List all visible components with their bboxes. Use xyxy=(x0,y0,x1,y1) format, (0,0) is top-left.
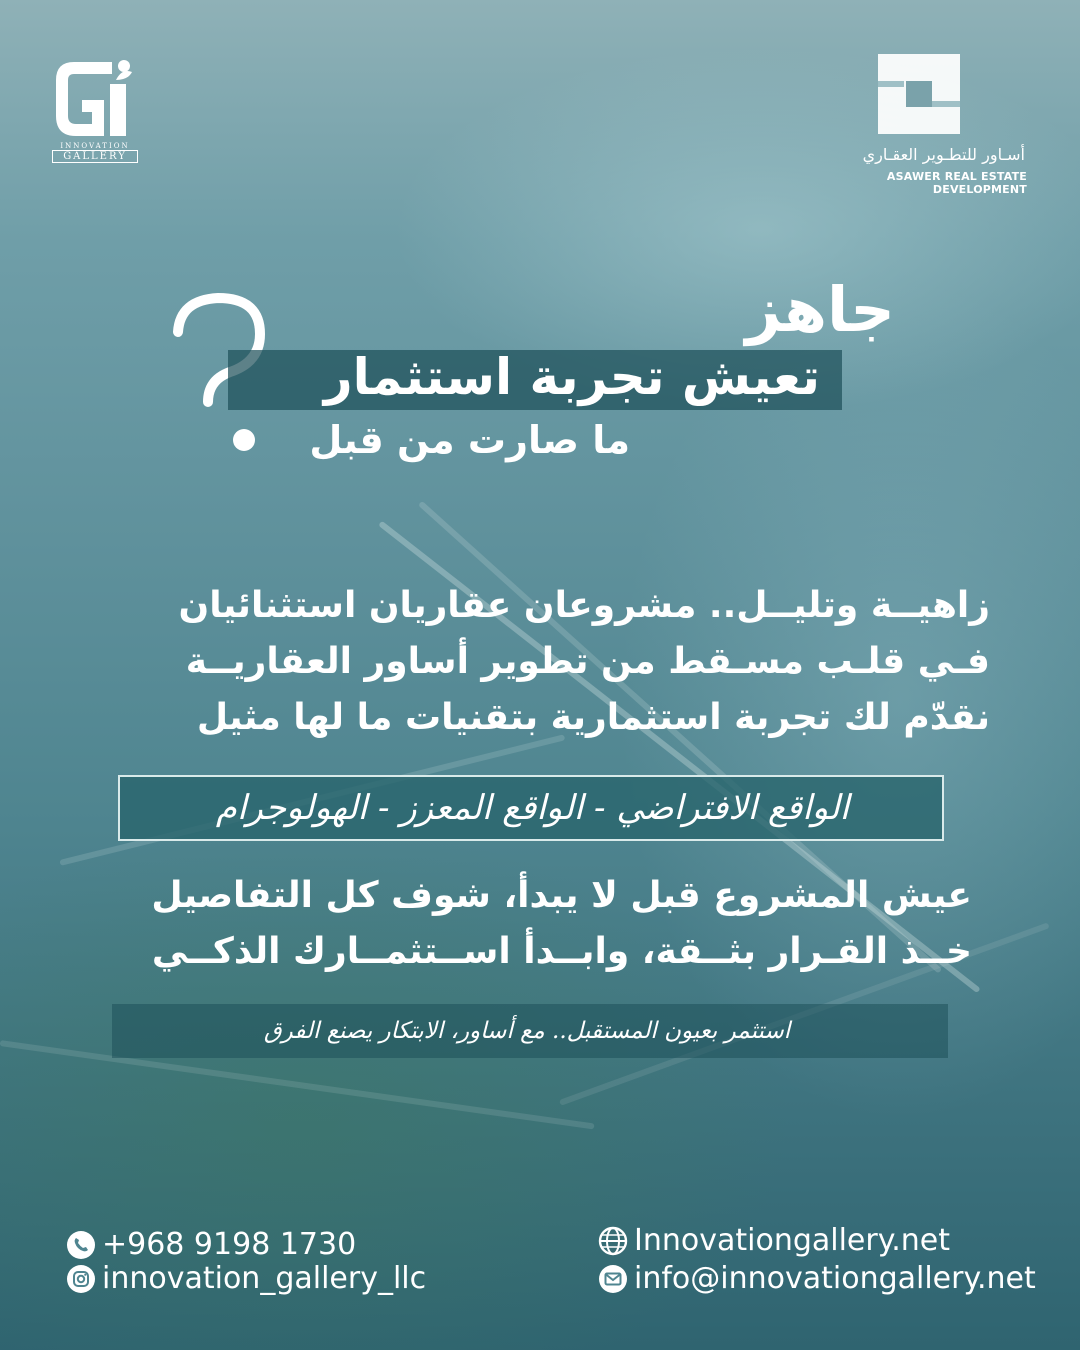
contact-website-text: Innovationgallery.net xyxy=(634,1223,950,1258)
innovation-gallery-logo-line2: GALLERY xyxy=(52,150,138,163)
headline-line2: تعيش تجربة استثمار xyxy=(323,348,820,406)
globe-icon xyxy=(598,1226,628,1256)
email-icon xyxy=(598,1264,628,1294)
slogan-text: استثمر بعيون المستقبل.. مع أساور، الابتكار يصنع الفرق xyxy=(263,1018,791,1044)
asawer-name-arabic: أسـاور للتطـوير العقـاري xyxy=(862,145,1025,164)
innovation-gallery-mark-icon xyxy=(52,54,138,140)
contact-phone[interactable] xyxy=(66,1226,356,1264)
contact-instagram[interactable] xyxy=(66,1260,426,1298)
instagram-icon xyxy=(66,1264,96,1294)
asawer-name-english: ASAWER REAL ESTATE DEVELOPMENT xyxy=(886,170,1027,196)
contact-phone-text: +968 9198 1730 xyxy=(102,1227,357,1262)
contact-email[interactable] xyxy=(598,1260,1036,1298)
technologies-text: الواقع الافتراضي - الواقع المعزز - الهولوجرام xyxy=(215,788,850,828)
headline-line1: جاهز xyxy=(745,273,895,346)
whatsapp-icon xyxy=(66,1230,96,1260)
cta-line-2: خــذ القـرار بثــقة، وابــدأ اســتثمــارك الذكــي xyxy=(151,931,972,972)
contact-instagram-text: innovation_gallery_llc xyxy=(102,1261,427,1296)
asawer-logo-icon xyxy=(878,54,960,134)
innovation-gallery-logo-line1: INNOVATION xyxy=(60,142,130,150)
body-line-3: نقدّم لك تجربة استثمارية بتقنيات ما لها مثيل xyxy=(196,697,990,738)
contact-email-text: info@innovationgallery.net xyxy=(634,1261,1036,1296)
headline-line3: ما صارت من قبل xyxy=(309,418,630,462)
innovation-gallery-logo xyxy=(52,54,138,162)
body-line-2: فـي قلـب مسـقط من تطوير أساور العقاريــة xyxy=(185,641,990,682)
contact-website[interactable] xyxy=(598,1222,950,1260)
cta-line-1: عيش المشروع قبل لا يبدأ، شوف كل التفاصيل xyxy=(151,875,972,916)
body-line-1: زاهيــة وتليــل.. مشروعان عقاريان استثنائيان xyxy=(178,585,990,626)
